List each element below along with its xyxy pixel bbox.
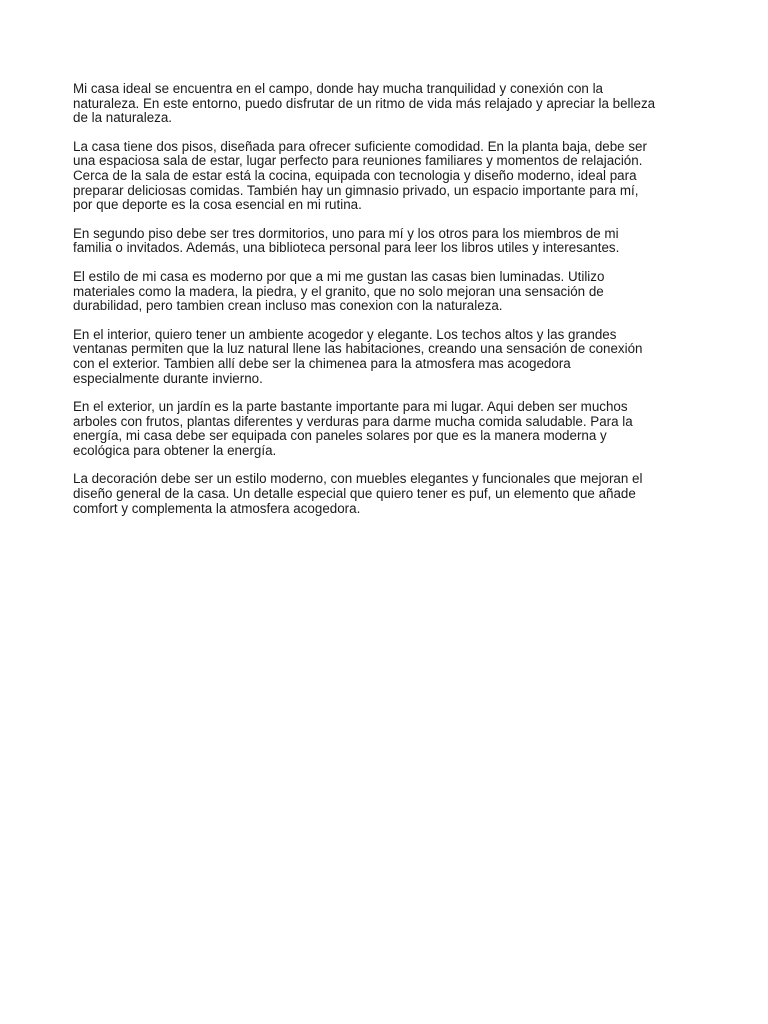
text-line: ecológica para obtener la energía.	[73, 442, 277, 458]
text-line: durabilidad, pero tambien crean incluso mas conexion con la naturaleza.	[73, 298, 503, 314]
text-line: materiales como la madera, la piedra, y el granito, que no solo mejoran una sensación de	[73, 283, 604, 299]
paragraph	[73, 82, 703, 126]
text-line: ventanas permiten que la luz natural llene las habitaciones, creando una sensación de conexión	[73, 341, 643, 357]
paragraph	[73, 400, 703, 458]
text-line: La casa tiene dos pisos, diseñada para ofrecer suficiente comodidad. En la planta baja, debe ser	[73, 138, 647, 154]
text-line: especialmente durante invierno.	[73, 370, 263, 386]
text-line: naturaleza. En este entorno, puedo disfrutar de un ritmo de vida más relajado y apreciar la belleza	[73, 95, 656, 111]
text-line: preparar deliciosas comidas. También hay un gimnasio privado, un espacio importante para mí,	[73, 182, 639, 198]
paragraph	[73, 227, 703, 256]
text-line: de la naturaleza.	[73, 110, 173, 126]
text-line: La decoración debe ser un estilo moderno, con muebles elegantes y funcionales que mejoran el	[73, 471, 643, 487]
text-line: arboles con frutos, plantas diferentes y verduras para darme mucha comida saludable. Para la	[73, 413, 633, 429]
text-line: En el exterior, un jardín es la parte bastante importante para mi lugar. Aqui deben ser muchos	[73, 399, 628, 415]
text-line: con el exterior. Tambien allí debe ser la chimenea para la atmosfera mas acogedora	[73, 355, 571, 371]
text-line: una espaciosa sala de estar, lugar perfecto para reuniones familiares y momentos de relajación.	[73, 153, 643, 169]
text-line: comfort y complementa la atmosfera acogedora.	[73, 500, 361, 516]
text-line: El estilo de mi casa es moderno por que a mi me gustan las casas bien luminadas. Utilizo	[73, 268, 605, 284]
text-line: Cerca de la sala de estar está la cocina, equipada con tecnologia y diseño moderno, ideal para	[73, 167, 637, 183]
text-line: En el interior, quiero tener un ambiente acogedor y elegante. Los techos altos y las grandes	[73, 326, 617, 342]
paragraph	[73, 472, 703, 516]
text-line: familia o invitados. Además, una biblioteca personal para leer los libros utiles y interesantes.	[73, 240, 620, 256]
text-line: Mi casa ideal se encuentra en el campo, donde hay mucha tranquilidad y conexión con la	[73, 81, 604, 96]
text-line: energía, mi casa debe ser equipada con paneles solares por que es la manera moderna y	[73, 428, 607, 444]
text-line: diseño general de la casa. Un detalle especial que quiero tener es puf, un elemento que añade	[73, 486, 636, 502]
paragraph	[73, 140, 703, 213]
text-line: En segundo piso debe ser tres dormitorios, uno para mí y los otros para los miembros de mi	[73, 225, 619, 241]
text-line: por que deporte es la cosa esencial en mi rutina.	[73, 197, 362, 213]
paragraph	[73, 270, 703, 314]
document-body	[73, 82, 703, 530]
paragraph	[73, 328, 703, 386]
